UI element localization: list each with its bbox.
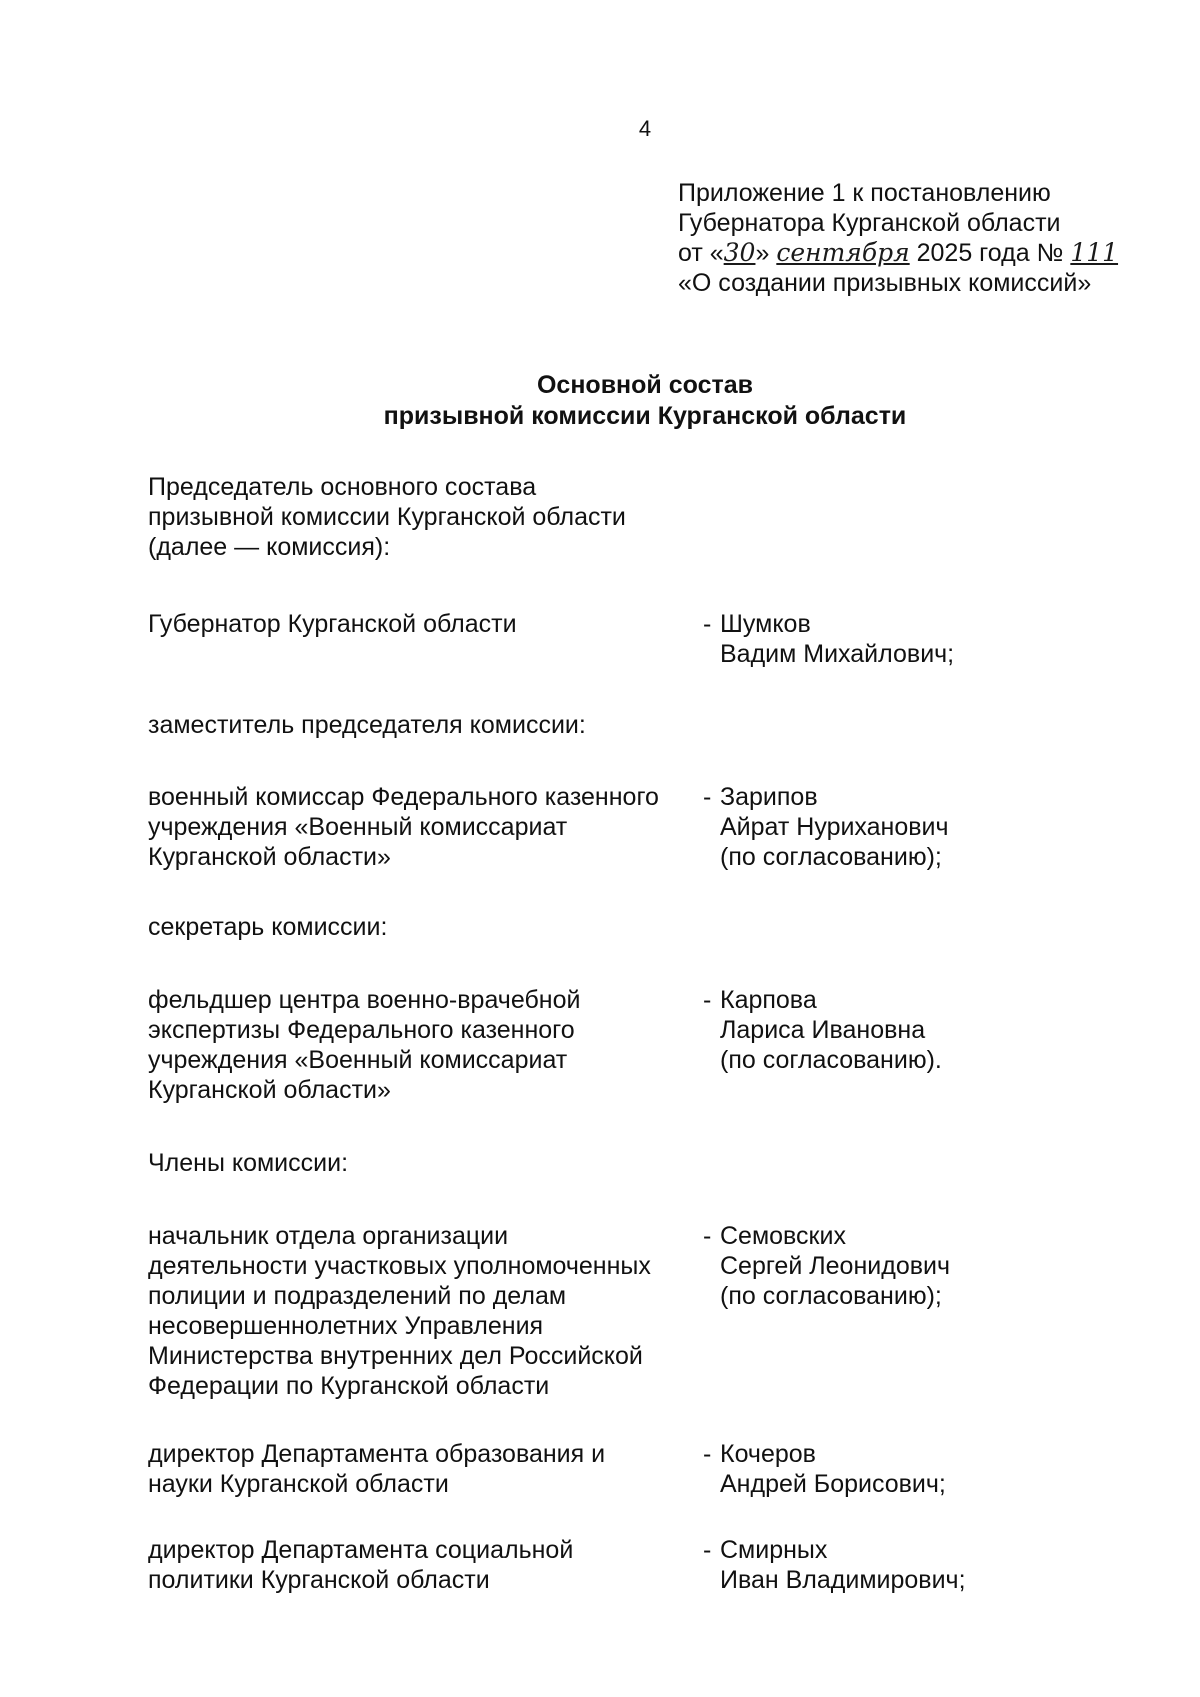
appendix-line-2: Губернатора Курганской области [678,209,1061,237]
appendix-line-1: Приложение 1 к постановлению [678,179,1051,207]
member-role [148,1221,688,1401]
chair-intro-line-3: (далее — комиссия): [148,533,391,561]
role-line: военный комиссар Федерального казенного [148,783,659,811]
role-line: экспертизы Федерального казенного [148,1016,575,1044]
secretary-heading: секретарь комиссии: [148,913,388,941]
agreement-note: (по согласованию). [720,1046,942,1074]
given-names: Вадим Михайлович; [720,640,955,668]
agreement-note: (по согласованию); [720,1282,942,1310]
handwritten-day: 30 [723,238,756,267]
role-line: науки Курганской области [148,1470,449,1498]
title-line-2: призывной комиссии Курганской области [383,402,907,430]
role-line: политики Курганской области [148,1566,490,1594]
role-line: директор Департамента образования и [148,1440,606,1468]
surname: Семовских [720,1222,846,1250]
agreement-note: (по согласованию); [720,843,942,871]
role-line: несовершеннолетних Управления [148,1312,544,1340]
surname: Зарипов [720,783,818,811]
deputy-role [148,782,688,872]
deputy-name [703,782,1143,872]
title-line-1: Основной состав [536,371,754,399]
members-heading: Члены комиссии: [148,1149,349,1177]
surname: Смирных [720,1536,828,1564]
appendix-date-line [678,238,1178,268]
appendix-line-4: «О создании призывных комиссий» [678,269,1092,297]
given-names: Иван Владимирович; [720,1566,966,1594]
role-line: учреждения «Военный комиссариат [148,813,568,841]
role-line: деятельности участковых уполномоченных [148,1252,651,1280]
member-role [148,1439,688,1499]
surname: Карпова [720,986,817,1014]
secretary-name [703,985,1143,1075]
dash: - [703,610,712,638]
dash: - [703,1536,712,1564]
handwritten-doc-number: 111 [1070,238,1119,267]
dash: - [703,783,712,811]
role-line: Федерации по Курганской области [148,1372,550,1400]
date-year: 2025 года № [916,239,1064,267]
page-number: 4 [638,116,652,141]
member-name [703,1439,1143,1499]
chair-role: Губернатор Курганской области [148,610,517,638]
given-names: Лариса Ивановна [720,1016,926,1044]
chair-name [703,609,1143,669]
role-line: учреждения «Военный комиссариат [148,1046,568,1074]
dash: - [703,1440,712,1468]
role-line: Курганской области» [148,1076,391,1104]
role-line: директор Департамента социальной [148,1536,574,1564]
document-title [0,370,1200,432]
secretary-role [148,985,688,1105]
role-line: Курганской области» [148,843,391,871]
given-names: Сергей Леонидович [720,1252,950,1280]
member-name [703,1535,1143,1595]
deputy-heading: заместитель председателя комиссии: [148,711,586,739]
chair-intro-line-2: призывной комиссии Курганской области [148,503,626,531]
member-name [703,1221,1143,1311]
role-line: фельдшер центра военно-врачебной [148,986,581,1014]
chair-intro-line-1: Председатель основного состава [148,473,537,501]
dash: - [703,1222,712,1250]
role-line: полиции и подразделений по делам [148,1282,567,1310]
surname: Кочеров [720,1440,816,1468]
handwritten-month: сентября [776,238,910,267]
role-line: начальник отдела организации [148,1222,509,1250]
member-role [148,1535,688,1595]
dash: - [703,986,712,1014]
given-names: Айрат Нуриханович [720,813,949,841]
role-line: Министерства внутренних дел Российской [148,1342,643,1370]
surname: Шумков [720,610,811,638]
date-prefix: от « [678,239,724,267]
appendix-header [678,178,1178,298]
date-mid: » [755,239,770,267]
given-names: Андрей Борисович; [720,1470,946,1498]
chair-intro [148,472,708,562]
